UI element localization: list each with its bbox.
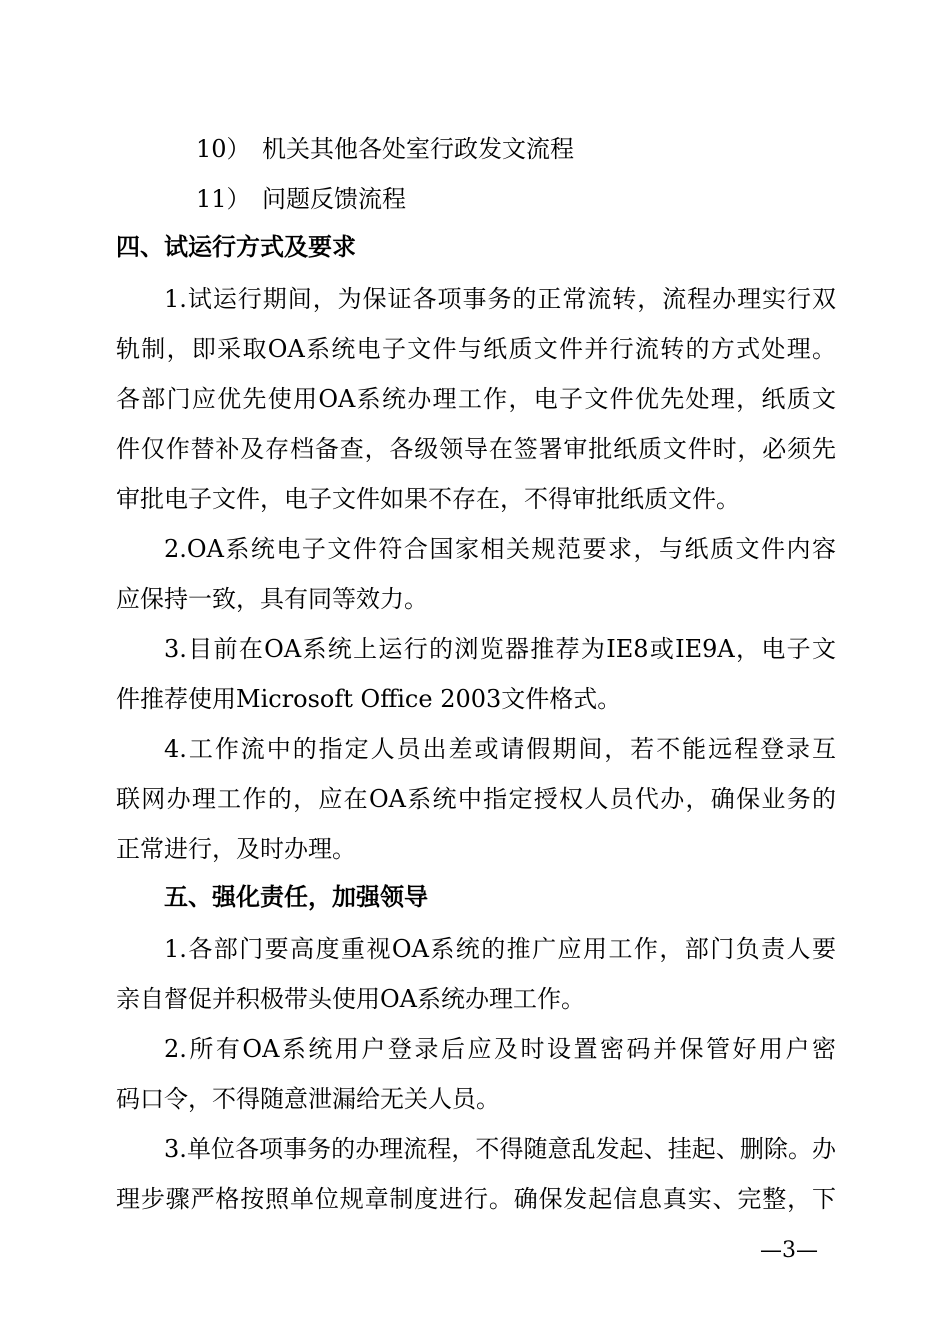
- paragraph-line: 亲自督促并积极带头使用OA系统办理工作。: [116, 985, 586, 1013]
- paragraph-line: 4.工作流中的指定人员出差或请假期间，若不能远程登录互: [164, 735, 836, 763]
- page-number: —3—: [760, 1238, 818, 1263]
- paragraph-line: 联网办理工作的，应在OA系统中指定授权人员代办，确保业务的: [116, 785, 836, 813]
- paragraph-line: 正常进行，及时办理。: [116, 835, 356, 863]
- paragraph-line: 轨制，即采取OA系统电子文件与纸质文件并行流转的方式处理。: [116, 335, 836, 363]
- paragraph-line: 件推荐使用Microsoft Office 2003文件格式。: [116, 685, 622, 713]
- paragraph-line: 件仅作替补及存档备查，各级领导在签署审批纸质文件时，必须先: [116, 435, 836, 463]
- paragraph-line: 各部门应优先使用OA系统办理工作，电子文件优先处理，纸质文: [116, 385, 836, 413]
- paragraph-line: 1.试运行期间，为保证各项事务的正常流转，流程办理实行双: [164, 285, 836, 313]
- paragraph-line: 2.所有OA系统用户登录后应及时设置密码并保管好用户密: [164, 1035, 836, 1063]
- paragraph-line: 审批电子文件，电子文件如果不存在，不得审批纸质文件。: [116, 485, 740, 513]
- section-heading: 四、试运行方式及要求: [116, 233, 356, 261]
- list-item-number: 11）: [196, 185, 251, 213]
- paragraph-line: 3.单位各项事务的办理流程，不得随意乱发起、挂起、删除。办: [164, 1135, 836, 1163]
- paragraph-line: 应保持一致，具有同等效力。: [116, 585, 428, 613]
- list-item-text: 机关其他各处室行政发文流程: [262, 135, 574, 163]
- list-item-number: 10）: [196, 135, 251, 163]
- list-item: [196, 124, 574, 174]
- paragraph-line: 2.OA系统电子文件符合国家相关规范要求，与纸质文件内容: [164, 535, 836, 563]
- section-heading: 五、强化责任，加强领导: [164, 883, 428, 911]
- paragraph-line: 码口令，不得随意泄漏给无关人员。: [116, 1085, 500, 1113]
- paragraph-line: 理步骤严格按照单位规章制度进行。确保发起信息真实、完整，下: [116, 1185, 836, 1213]
- list-item-text: 问题反馈流程: [262, 185, 406, 213]
- list-item: [196, 174, 406, 224]
- paragraph-line: 1.各部门要高度重视OA系统的推广应用工作，部门负责人要: [164, 935, 836, 963]
- paragraph-line: 3.目前在OA系统上运行的浏览器推荐为IE8或IE9A，电子文: [164, 635, 836, 663]
